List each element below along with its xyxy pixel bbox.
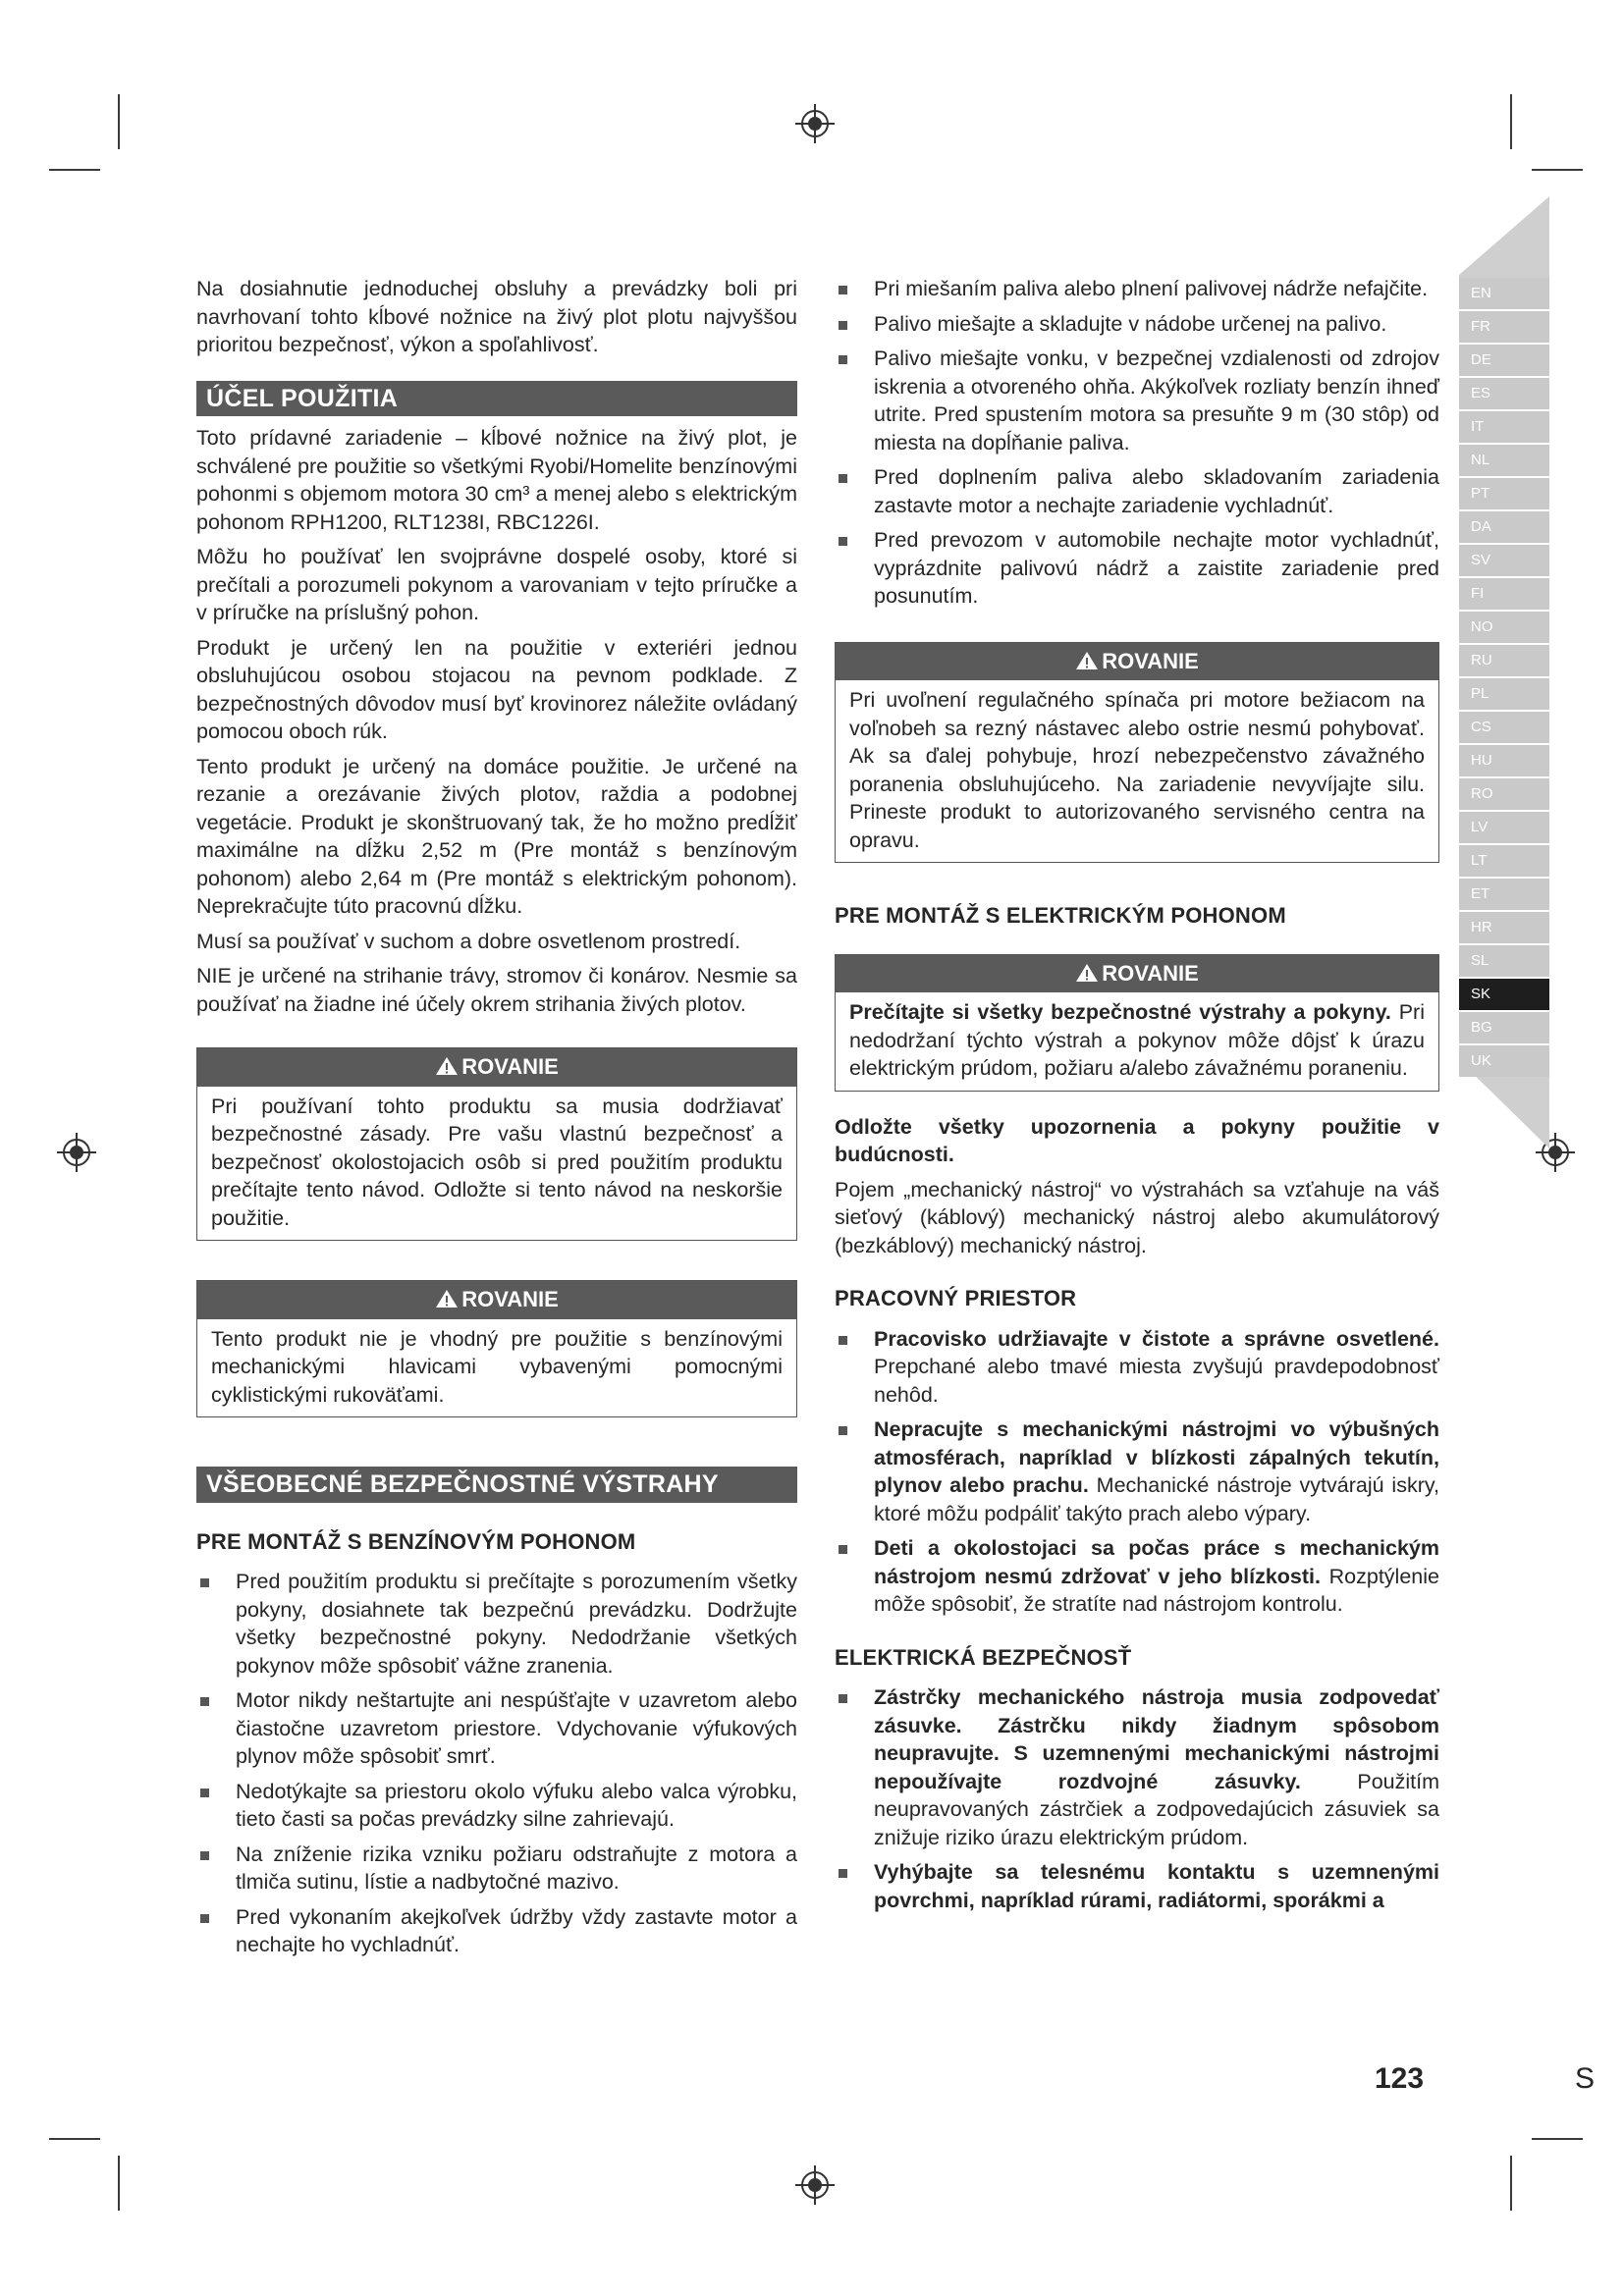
warning-label: ROVANIE (1102, 960, 1199, 986)
edge-character: S (1575, 2062, 1596, 2095)
warning-box (196, 1047, 797, 1241)
language-tab-hr[interactable]: HR (1459, 912, 1549, 943)
language-tab-fr[interactable]: FR (1459, 311, 1549, 343)
language-tab-it[interactable]: IT (1459, 411, 1549, 443)
language-tab-cs[interactable]: CS (1459, 712, 1549, 743)
paragraph: Toto prídavné zariadenie – kĺbové nožnice na živý plot, je schválené pre použitie so všetkými Ryobi/Homelite benzínovými pohonmi s objemom motora 30 cm³ a menej alebo s elektrickým pohonom RPH1200, RLT1238I, RBC1226I. (196, 426, 797, 534)
bold-text: Deti a okolostojaci sa počas práce s mechanickým nástrojom nesmú zdržovať v jeho blízkosti. (874, 1536, 1439, 1588)
warning-label: ROVANIE (461, 1287, 559, 1311)
term-definition: Pojem „mechanický nástroj“ vo výstrahách sa vzťahuje na váš sieťový (káblový) mechanický nástroj alebo akumulátorový (bezkáblový) mechanický nástroj. (835, 1177, 1439, 1257)
list-item (835, 1534, 1439, 1619)
crop-mark (1510, 2156, 1512, 2211)
list-item: Pred prevozom v automobile nechajte motor vychladnúť, vyprázdnite palivovú nádrž a zaistite zariadenie pred posunutím. (835, 526, 1439, 611)
left-column (196, 275, 797, 1966)
warning-text (836, 992, 1438, 1091)
list-item: Pri miešaním paliva alebo plnení palivovej nádrže nefajčite. (835, 275, 1439, 303)
petrol-safety-list (196, 1568, 797, 1959)
subheading-electrical-safety: ELEKTRICKÁ BEZPEČNOSŤ (835, 1644, 1132, 1670)
petrol-safety-list-continued (835, 275, 1439, 611)
paragraph: NIE je určené na strihanie trávy, stromov či konárov. Nesmie sa používať na žiadne iné účely okrem strihania živých plotov. (196, 964, 797, 1016)
registration-mark-icon (793, 2163, 837, 2207)
list-item: Motor nikdy neštartujte ani nespúšťajte v uzavretom alebo čiastočne uzavretom priestore. Vdychovanie výfukových plynov môže spôsobiť smrť. (196, 1686, 797, 1771)
language-tab-no[interactable]: NO (1459, 612, 1549, 643)
language-tab-et[interactable]: ET (1459, 879, 1549, 910)
section-heading-general-safety: VŠEOBECNÉ BEZPEČNOSTNÉ VÝSTRAHY (196, 1467, 797, 1503)
subheading-petrol: PRE MONTÁŽ S BENZÍNOVÝM POHONOM (196, 1528, 636, 1554)
keep-instructions-text: Odložte všetky upozornenia a pokyny použitie v budúcnosti. (835, 1114, 1439, 1166)
warning-box (835, 954, 1439, 1092)
paragraph: Môžu ho používať len svojprávne dospelé osoby, ktoré si prečítali a porozumeli pokynom a varovaniam v tejto príručke a v príručke na príslušný pohon. (196, 545, 797, 624)
list-item: Na zníženie rizika vzniku požiaru odstraňujte z motora a tlmiča sutinu, lístie a nadbytočné mazivo. (196, 1841, 797, 1896)
crop-mark (118, 94, 120, 149)
registration-mark-icon (793, 102, 837, 145)
warning-triangle-icon (435, 1289, 459, 1308)
crop-mark (49, 2138, 100, 2140)
item-text: Použitím neupravovaných zástrčiek a zodpovedajúcich zásuviek sa znižuje riziko úrazu elektrickým prúdom. (874, 1769, 1439, 1849)
language-tab-lt[interactable]: LT (1459, 845, 1549, 877)
item-text: Mechanické nástroje vytvárajú iskry, ktoré môžu podpáliť takýto prach alebo výpary. (874, 1473, 1440, 1525)
warning-triangle-icon (435, 1056, 459, 1076)
right-column (835, 275, 1439, 1921)
warning-header (197, 1281, 796, 1319)
bold-text: Vyhýbajte sa telesnému kontaktu s uzemnenými povrchmi, napríklad rúrami, radiátormi, sporákmi a (874, 1860, 1439, 1912)
crop-mark (1510, 94, 1512, 149)
item-text: Rozptýlenie môže spôsobiť, že stratíte nad nástrojom kontrolu. (874, 1564, 1439, 1616)
list-item: Nedotýkajte sa priestoru okolo výfuku alebo valca výrobku, tieto časti sa počas prevádzky silne zahrievajú. (196, 1778, 797, 1834)
section-heading-intended-use: ÚČEL POUŽITIA (196, 381, 797, 417)
language-tab-ru[interactable]: RU (1459, 645, 1549, 676)
language-tab-da[interactable]: DA (1459, 511, 1549, 543)
language-tab-en[interactable]: EN (1459, 278, 1549, 309)
warning-label: ROVANIE (1102, 648, 1199, 673)
electrical-safety-list (835, 1683, 1439, 1914)
list-item (835, 1325, 1439, 1410)
paragraph: Produkt je určený len na použitie v exteriéri jednou obsluhujúcou osobou stojacou na pevnom podklade. Z bezpečnostných dôvodov musí byť krovinorez náležite ovládaný pomocou oboch rúk. (196, 635, 797, 743)
work-area-list (835, 1325, 1439, 1619)
list-item (835, 1415, 1439, 1527)
list-item: Pred vykonaním akejkoľvek údržby vždy zastavte motor a nechajte ho vychladnúť. (196, 1903, 797, 1959)
language-tab-ro[interactable]: RO (1459, 778, 1549, 810)
warning-header (197, 1048, 796, 1087)
list-item: Palivo miešajte vonku, v bezpečnej vzdialenosti od zdrojov iskrenia a otvoreného ohňa. Akýkoľvek rozliaty benzín ihneď utrite. Pred spustením motora sa presuňte 9 m (30 stôp) od miesta na dopĺňanie paliva. (835, 345, 1439, 456)
page-number: 123 (1375, 2062, 1425, 2095)
warning-bold-text: Prečítajte si všetky bezpečnostné výstrahy a pokyny. (849, 1000, 1391, 1024)
warning-text: Tento produkt nie je vhodný pre použitie s benzínovými mechanickými hlavicami vybavenými pomocnými cyklistickými rukoväťami. (211, 1326, 783, 1407)
language-tab-pl[interactable]: PL (1459, 678, 1549, 710)
language-tab-sl[interactable]: SL (1459, 945, 1549, 977)
language-tab-hu[interactable]: HU (1459, 745, 1549, 776)
subheading-work-area: PRACOVNÝ PRIESTOR (835, 1286, 1077, 1310)
intro-text: Na dosiahnutie jednoduchej obsluhy a prevádzky boli pri navrhovaní tohto kĺbové nožnice na živý plot plotu najvyššou prioritou bezpečnosť, výkon a spoľahlivosť. (196, 277, 797, 356)
list-item (835, 1683, 1439, 1851)
language-tab-fi[interactable]: FI (1459, 578, 1549, 610)
registration-mark-icon (55, 1131, 98, 1174)
warning-box (835, 642, 1439, 864)
paragraph: Tento produkt je určený na domáce použitie. Je určené na rezanie a orezávanie živých plotov, raždia a podobnej vegetácie. Produkt je skonštruovaný tak, že ho možno predĺžiť maximálne na dĺžku 2,52 m (Pre montáž s benzínovým pohonom) alebo 2,64 m (Pre montáž s elektrickým pohonom). Neprekračujte túto pracovnú dĺžku. (196, 754, 797, 918)
warning-body-text: Pri nedodržaní týchto výstrah a pokynov môže dôjsť k úrazu elektrickým prúdom, požiaru a/alebo závažnému poraneniu. (849, 1000, 1425, 1080)
warning-box (196, 1280, 797, 1417)
subheading-electric: PRE MONTÁŽ S ELEKTRICKÝM POHONOM (835, 903, 1286, 928)
item-text: Prepchané alebo tmavé miesta zvyšujú pravdepodobnosť nehôd. (874, 1355, 1439, 1407)
language-tab-nl[interactable]: NL (1459, 445, 1549, 476)
crop-mark (118, 2156, 120, 2211)
language-tab-uk[interactable]: UK (1459, 1045, 1549, 1077)
list-item: Pred použitím produktu si prečítajte s porozumením všetky pokyny, dosiahnete tak bezpečnú prevádzku. Dodržujte všetky bezpečnostné pokyny. Nedodržanie všetkých pokynov môže spôsobiť vážne zranenia. (196, 1568, 797, 1680)
warning-header (836, 955, 1438, 993)
warning-triangle-icon (1075, 651, 1099, 670)
warning-header (836, 643, 1438, 681)
bold-text: Pracovisko udržiavajte v čistote a správne osvetlené. (874, 1326, 1439, 1351)
language-tab-sv[interactable]: SV (1459, 545, 1549, 576)
crop-mark (49, 169, 100, 171)
warning-label: ROVANIE (461, 1054, 559, 1079)
language-tab-pt[interactable]: PT (1459, 478, 1549, 509)
language-tab-bg[interactable]: BG (1459, 1012, 1549, 1043)
language-tab-sk[interactable]: SK (1459, 979, 1549, 1010)
list-item: Pred doplnením paliva alebo skladovaním zariadenia zastavte motor a nechajte zariadenie vychladnúť. (835, 463, 1439, 519)
paragraph: Musí sa používať v suchom a dobre osvetlenom prostredí. (196, 929, 741, 953)
warning-triangle-icon (1075, 963, 1099, 983)
bold-text: Nepracujte s mechanickými nástrojmi vo výbušných atmosférach, napríklad v blízkosti zápalných tekutín, plynov alebo prachu. (874, 1417, 1439, 1497)
warning-text: Pri uvoľnení regulačného spínača pri motore bežiacom na voľnobeh sa rezný nástavec alebo ostrie nesmú pohybovať. Ak sa ďalej pohybuje, hrozí nebezpečenstvo závažného poranenia obsluhujúceho. Na zariadenie nevyvíjajte silu. Prineste produkt to autorizovaného servisného centra na opravu. (849, 688, 1425, 852)
bold-text: Zástrčky mechanického nástroja musia zodpovedať zásuvke. Zástrčku nikdy žiadnym spôsobom neupravujte. S uzemnenými mechanickými nástrojmi nepoužívajte rozdvojné zásuvky. (874, 1685, 1439, 1793)
language-tab-lv[interactable]: LV (1459, 812, 1549, 843)
language-tab-de[interactable]: DE (1459, 345, 1549, 376)
list-item: Palivo miešajte a skladujte v nádobe určenej na palivo. (835, 310, 1439, 339)
warning-text: Pri používaní tohto produktu sa musia dodržiavať bezpečnostné zásady. Pre vašu vlastnú bezpečnosť a bezpečnosť okolostojacich osôb si pred použitím produktu prečítajte tento návod. Odložte si tento návod na neskoršie použitie. (211, 1094, 783, 1230)
crop-mark (1532, 2138, 1583, 2140)
language-tab-es[interactable]: ES (1459, 378, 1549, 409)
language-tabs (1459, 278, 1549, 1079)
crop-mark (1532, 169, 1583, 171)
list-item (835, 1858, 1439, 1914)
